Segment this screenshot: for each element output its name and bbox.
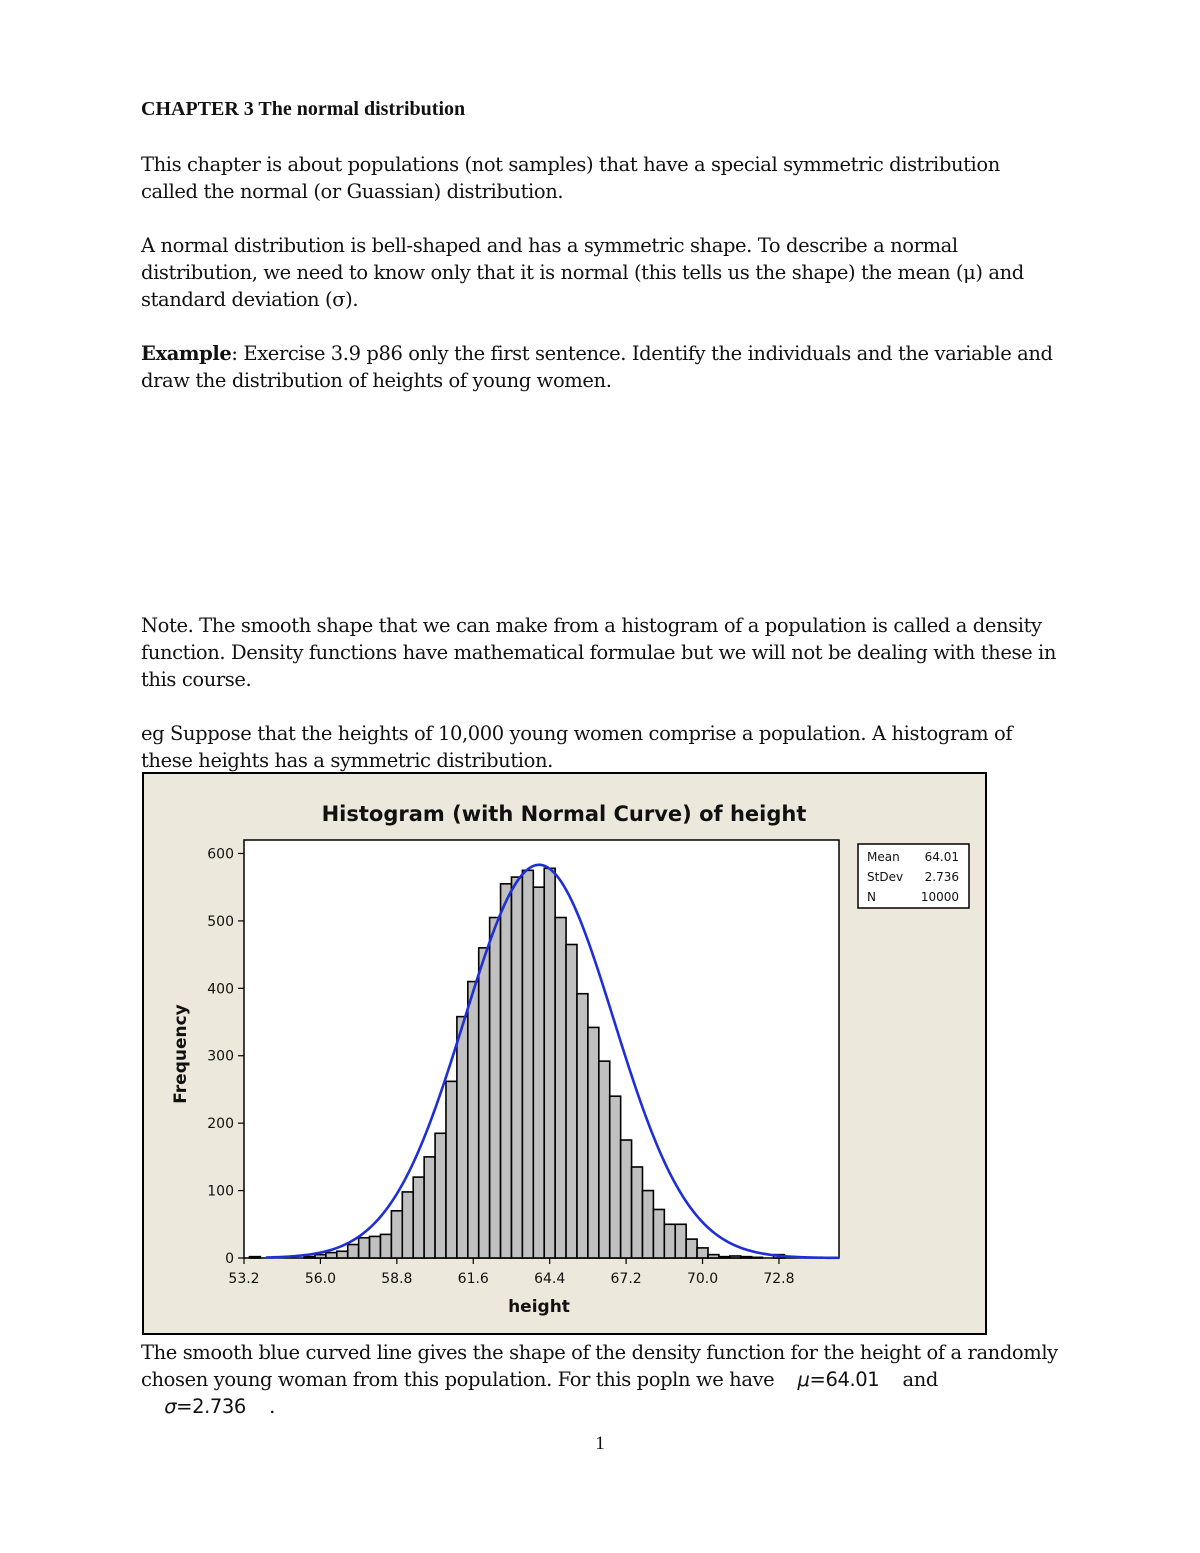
- legend-n-value: 10000: [920, 890, 959, 904]
- histogram-bar: [348, 1245, 359, 1258]
- x-tick-label: 56.0: [304, 1271, 337, 1287]
- normal-definition-paragraph: A normal distribution is bell-shaped and has a symmetric shape. To describe a normal distribution, we need to know only that it is normal (this tells us the shape) the mean (μ) and standard deviation (σ).: [141, 234, 1024, 311]
- y-axis-label: Frequency: [171, 1004, 191, 1104]
- histogram-bar: [719, 1257, 730, 1258]
- histogram-bar: [708, 1255, 719, 1258]
- density-text: The smooth blue curved line gives the shape of the density function for the height of a randomly chosen young woman from this population. For this popln we have: [141, 1341, 1058, 1391]
- note-paragraph: Note. The smooth shape that we can make from a histogram of a population is called a density function. Density functions have mathematical formulae but we will not be dealing with these in this course.: [141, 614, 1056, 691]
- histogram-bar: [479, 948, 490, 1258]
- x-axis-label: height: [508, 1297, 570, 1317]
- histogram-bar: [610, 1096, 621, 1258]
- x-axis: [228, 1258, 794, 1287]
- histogram-chart: [144, 774, 985, 1333]
- x-tick-label: 53.2: [228, 1271, 260, 1287]
- histogram-bar: [577, 994, 588, 1258]
- histogram-bar: [730, 1256, 741, 1258]
- example-paragraph: [141, 340, 1061, 394]
- histogram-bar: [566, 945, 577, 1259]
- histogram-bar: [741, 1257, 752, 1258]
- y-axis: [207, 846, 244, 1267]
- histogram-bar: [664, 1224, 675, 1258]
- histogram-bar: [402, 1192, 413, 1258]
- legend-mean-label: Mean: [867, 850, 900, 864]
- density-paragraph: [141, 1339, 1061, 1420]
- histogram-bar: [359, 1238, 370, 1258]
- histogram-bar: [457, 1017, 468, 1258]
- histogram-bar: [413, 1177, 424, 1258]
- histogram-bar: [315, 1255, 326, 1258]
- x-tick-label: 58.8: [381, 1271, 413, 1287]
- legend-n-label: N: [867, 890, 876, 904]
- histogram-bar: [468, 982, 479, 1258]
- example-text: : Exercise 3.9 p86 only the first sentence. Identify the individuals and the variable and draw the distribution of heights of young women.: [141, 342, 1053, 392]
- y-tick-label: 100: [207, 1183, 234, 1200]
- legend-stdev-value: 2.736: [924, 870, 959, 884]
- histogram-bar: [642, 1191, 653, 1258]
- population-paragraph: eg Suppose that the heights of 10,000 young women comprise a population. A histogram of these heights has a symmetric distribution.: [141, 722, 1013, 772]
- x-tick-label: 70.0: [686, 1271, 719, 1287]
- histogram-bar: [653, 1209, 664, 1258]
- histogram-bar: [555, 918, 566, 1258]
- histogram-bar: [533, 887, 544, 1258]
- histogram-bar: [380, 1234, 391, 1258]
- page-number: 1: [595, 1433, 605, 1454]
- chapter-heading: CHAPTER 3 The normal distribution: [141, 98, 466, 120]
- histogram-bar: [370, 1236, 381, 1258]
- histogram-figure: [142, 772, 987, 1335]
- y-tick-label: 500: [207, 913, 234, 930]
- histogram-bar: [752, 1257, 763, 1258]
- x-tick-label: 61.6: [457, 1271, 489, 1287]
- histogram-bar: [588, 1027, 599, 1258]
- example-label: Example: [141, 342, 232, 365]
- intro-paragraph: This chapter is about populations (not samples) that have a special symmetric distribution called the normal (or Guassian) distribution.: [141, 153, 1000, 203]
- legend-mean-value: 64.01: [924, 850, 959, 864]
- histogram-bar: [435, 1133, 446, 1258]
- mu-value: =64.01: [809, 1368, 880, 1391]
- histogram-bar: [686, 1239, 697, 1258]
- histogram-bar: [632, 1167, 643, 1258]
- chart-title: Histogram (with Normal Curve) of height: [321, 802, 807, 826]
- legend-stdev-label: StDev: [867, 870, 904, 884]
- histogram-bar: [675, 1224, 686, 1258]
- histogram-bar: [249, 1257, 260, 1258]
- histogram-bar: [304, 1257, 315, 1258]
- histogram-bar: [522, 870, 533, 1258]
- histogram-bar: [511, 877, 522, 1258]
- histogram-bar: [697, 1248, 708, 1258]
- y-tick-label: 400: [207, 981, 234, 998]
- x-tick-label: 67.2: [610, 1271, 642, 1287]
- mu-symbol: μ: [797, 1368, 810, 1391]
- x-tick-label: 72.8: [763, 1271, 795, 1287]
- histogram-bar: [490, 918, 501, 1258]
- histogram-bar: [599, 1061, 610, 1258]
- histogram-bar: [326, 1253, 337, 1258]
- y-tick-label: 0: [225, 1251, 234, 1267]
- histogram-bar: [391, 1211, 402, 1258]
- sigma-value: =2.736: [176, 1395, 246, 1418]
- histogram-bar: [424, 1157, 435, 1258]
- y-tick-label: 200: [207, 1116, 234, 1133]
- histogram-bar: [501, 884, 512, 1258]
- sigma-symbol: σ: [164, 1395, 177, 1418]
- histogram-bar: [446, 1081, 457, 1258]
- y-tick-label: 300: [207, 1048, 234, 1065]
- histogram-bar: [544, 868, 555, 1258]
- end-period: .: [269, 1395, 275, 1418]
- y-tick-label: 600: [207, 846, 234, 863]
- legend-box: [858, 844, 969, 908]
- and-word: and: [902, 1368, 938, 1391]
- histogram-bar: [621, 1140, 632, 1258]
- x-tick-label: 64.4: [534, 1271, 566, 1287]
- histogram-bar: [337, 1251, 348, 1258]
